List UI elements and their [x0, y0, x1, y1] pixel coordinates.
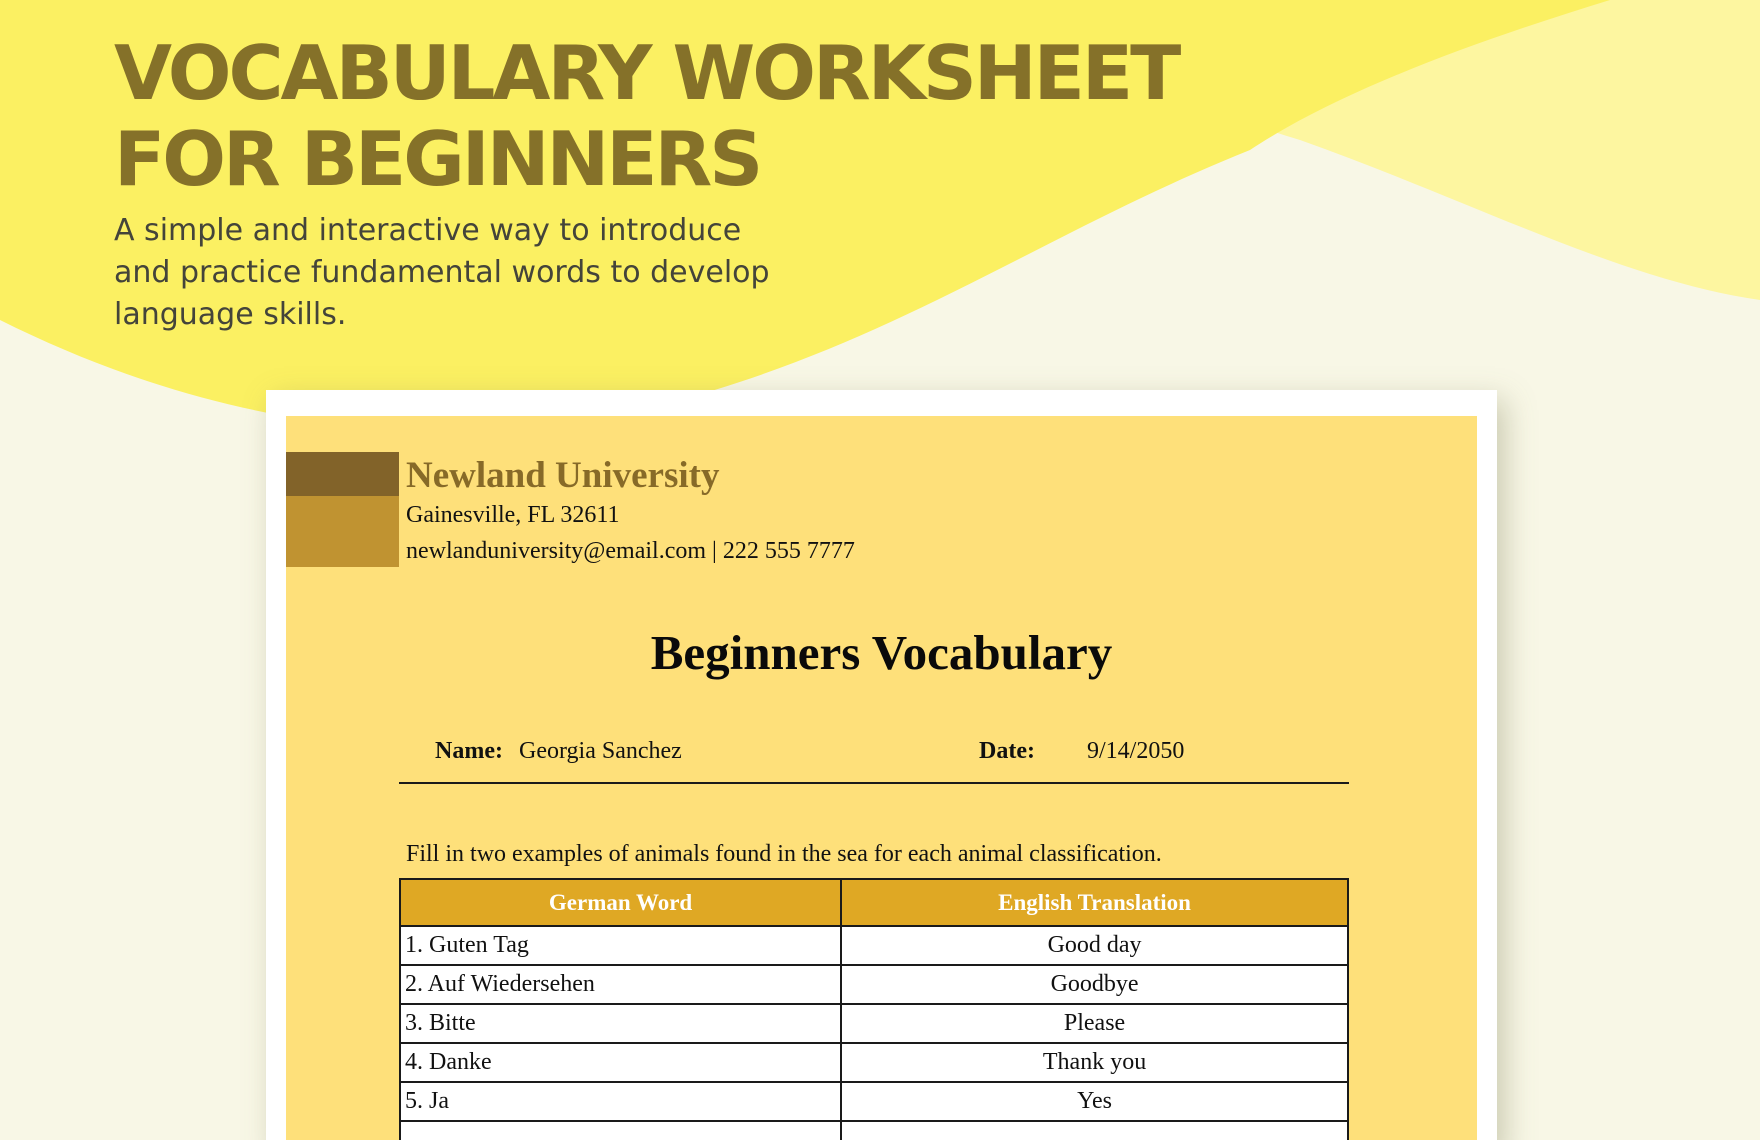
- german-word-cell: 5. Ja: [400, 1082, 841, 1121]
- name-value: Georgia Sanchez: [519, 738, 682, 764]
- university-address: Gainesville, FL 32611: [406, 502, 620, 528]
- university-name: Newland University: [406, 455, 720, 496]
- name-date-row: [399, 734, 1349, 784]
- hero-title: [114, 30, 1178, 202]
- german-word-cell: 3. Bitte: [400, 1004, 841, 1043]
- logo-block-dark: [286, 452, 399, 496]
- university-contact: newlanduniversity@email.com | 222 555 7777: [406, 538, 855, 564]
- logo-block-light: [286, 496, 399, 567]
- hero-title-line-1: VOCABULARY WORKSHEET: [114, 29, 1179, 117]
- instruction-text: Fill in two examples of animals found in the sea for each animal classification.: [406, 841, 1162, 867]
- table-row: [400, 1004, 1348, 1043]
- english-translation-cell: Thank you: [841, 1043, 1348, 1082]
- name-label: Name:: [435, 738, 503, 764]
- hero-title-line-2: FOR BEGINNERS: [114, 115, 761, 203]
- vocabulary-table: [399, 878, 1349, 1140]
- date-label: Date:: [979, 738, 1035, 764]
- worksheet-preview: [266, 390, 1497, 1140]
- english-translation-cell: Please: [841, 1004, 1348, 1043]
- table-header-row: [400, 879, 1348, 926]
- german-word-cell: [400, 1121, 841, 1140]
- table-row: [400, 1121, 1348, 1140]
- hero-subtitle: A simple and interactive way to introduce and practice fundamental words to develop language skills.: [114, 213, 770, 332]
- table-row: [400, 965, 1348, 1004]
- english-translation-cell: Yes: [841, 1082, 1348, 1121]
- english-translation-cell: Good day: [841, 926, 1348, 965]
- german-word-cell: 2. Auf Wiedersehen: [400, 965, 841, 1004]
- table-row: [400, 926, 1348, 965]
- english-translation-cell: Goodbye: [841, 965, 1348, 1004]
- header-english-translation: English Translation: [841, 879, 1348, 926]
- worksheet-title: Beginners Vocabulary: [650, 625, 1113, 680]
- english-translation-cell: [841, 1121, 1348, 1140]
- german-word-cell: 1. Guten Tag: [400, 926, 841, 965]
- german-word-cell: 4. Danke: [400, 1043, 841, 1082]
- table-row: [400, 1082, 1348, 1121]
- worksheet-page: [286, 416, 1477, 1140]
- header-german-word: German Word: [400, 879, 841, 926]
- table-row: [400, 1043, 1348, 1082]
- date-value: 9/14/2050: [1087, 738, 1185, 764]
